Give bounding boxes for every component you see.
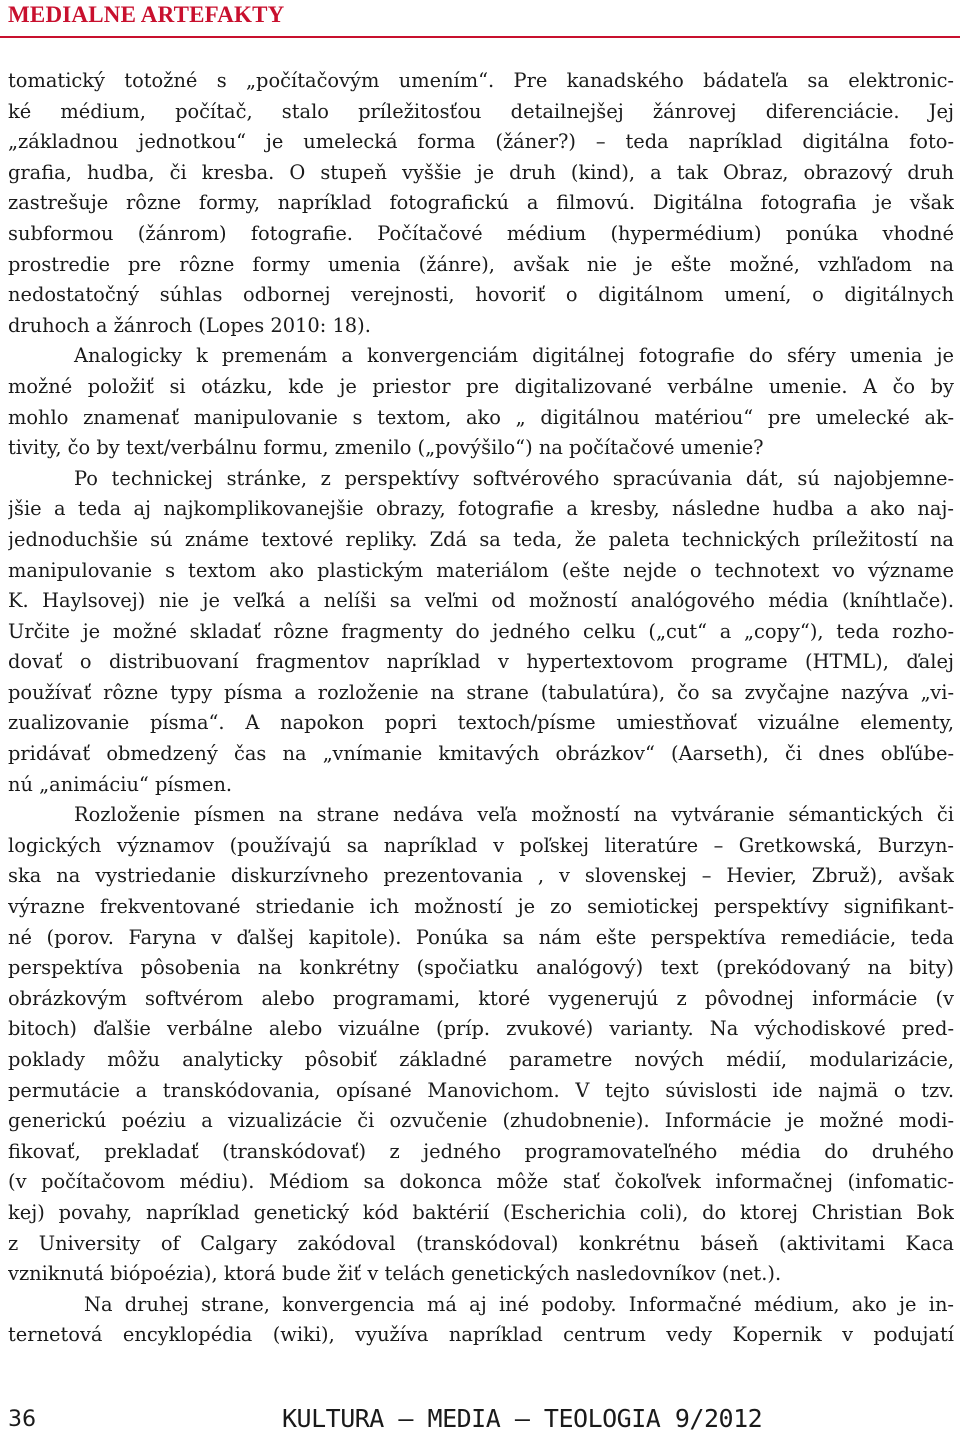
text-line: generickú poéziu a vizualizácie či ozvučenie (zhudobnenie). Informácie je možné modi-	[8, 1109, 954, 1133]
text-line: z University of Calgary zakódoval (transkódoval) konkrétnu báseň (aktivitami Kaca	[8, 1231, 954, 1255]
text-line: nú „animáciu“ písmen.	[8, 772, 233, 796]
text-line: ska na vystriedanie diskurzívneho prezentovania , v slovenskej – Hevier, Zbruž), avšak	[8, 864, 954, 888]
text-line: (v počítačovom médiu). Médiom sa dokonca môže stať čokoľvek informačnej (infomatic-	[8, 1170, 954, 1194]
text-line: grafia, hudba, či kresba. O stupeň vyššie je druh (kind), a tak Obraz, obrazový druh	[8, 160, 954, 184]
text-line: obrázkovým softvérom alebo programami, ktoré vygenerujú z pôvodnej informácie (v	[8, 986, 954, 1010]
text-line: logických významov (používajú sa napríklad v poľskej literatúre – Gretkowská, Burzyn-	[8, 833, 954, 857]
article-body	[8, 66, 954, 1351]
text-line: výrazne frekventované striedanie ich možností je zo semiotickej perspektívy signifikant-	[8, 895, 954, 919]
text-line: „základnou jednotkou“ je umelecká forma (žáner?) – teda napríklad digitálna foto-	[8, 130, 954, 154]
text-line: dovať o distribuovaní fragmentov napríklad v hypertextovom programe (HTML), ďalej	[8, 650, 954, 674]
text-line: jednoduchšie sú známe textové repliky. Zdá sa teda, že paleta technických príležitostí na	[8, 527, 954, 551]
text-line: Po technickej stránke, z perspektívy softvérového spracúvania dát, sú najobjemne-	[74, 466, 954, 490]
text-line: možné položiť si otázku, kde je priestor pre digitalizované verbálne umenie. A čo by	[8, 374, 954, 398]
text-line: zualizovanie písma“. A napokon popri textoch/písme umiestňovať vizuálne elementy,	[8, 711, 954, 735]
text-line: bitoch) ďalšie verbálne alebo vizuálne (príp. zvukové) varianty. Na východiskové pred-	[8, 1017, 954, 1041]
text-line: nedostatočný súhlas odbornej verejnosti, hovoriť o digitálnom umení, o digitálnych	[8, 283, 954, 307]
text-line: perspektíva pôsobenia na konkrétny (spočiatku analógový) text (prekódovaný na bity)	[8, 956, 954, 980]
text-line: ké médium, počítač, stalo príležitosťou detailnejšej žánrovej diferenciácie. Jej	[8, 99, 954, 123]
text-line: fikovať, prekladať (transkódovať) z jedného programovateľného média do druhého	[8, 1139, 954, 1163]
text-line: poklady môžu analyticky pôsobiť základné parametre nových médií, modularizácie,	[8, 1048, 954, 1071]
text-line: mohlo znamenať manipulovanie s textom, ako „ digitálnou matériou“ pre umelecké ak-	[8, 405, 954, 429]
text-line: prostredie pre rôzne formy umenia (žánre), avšak nie je ešte možné, vzhľadom na	[8, 252, 954, 276]
text-line: ternetová encyklopédia (wiki), využíva napríklad centrum vedy Kopernik v podujatí	[8, 1323, 954, 1347]
page-number: 36	[8, 1407, 36, 1432]
text-line: K. Haylsovej) nie je veľká a nelíši sa veľmi od možností analógového média (kníhtlače).	[8, 589, 954, 613]
text-line: Na druhej strane, konvergencia má aj iné podoby. Informačné médium, ako je in-	[84, 1292, 954, 1316]
text-line: manipulovanie s textom ako plastickým materiálom (ešte nejde o technotext vo význame	[8, 558, 954, 582]
journal-title: KULTURA – MEDIA – TEOLOGIA 9/2012	[282, 1404, 763, 1433]
section-title: MEDIALNE ARTEFAKTY	[8, 2, 285, 27]
text-line: pridávať obmedzený čas na „vnímanie kmitavých obrázkov“ (Aarseth), či dnes obľúbe-	[8, 742, 954, 766]
text-line: druhoch a žánroch (Lopes 2010: 18).	[8, 313, 371, 337]
header-rule	[0, 36, 960, 38]
text-line: zastrešuje rôzne formy, napríklad fotografickú a filmovú. Digitálna fotografia je však	[8, 191, 954, 215]
text-line: tivity, čo by text/verbálnu formu, zmenilo („povýšilo“) na počítačové umenie?	[8, 436, 764, 460]
text-line: subformou (žánrom) fotografie. Počítačové médium (hypermédium) ponúka vhodné	[8, 221, 954, 245]
text-line: jšie a teda aj najkomplikovanejšie obrazy, fotografie a kresby, následne hudba a ako naj-	[8, 497, 954, 521]
text-line: tomatický totožné s „počítačovým umením“. Pre kanadského bádateľa sa elektronic-	[8, 69, 954, 92]
text-line: používať rôzne typy písma a rozloženie na strane (tabulatúra), čo sa zvyčajne nazýva „vi-	[8, 680, 954, 704]
text-line: Rozloženie písmen na strane nedáva veľa možností na vytváranie sémantických či	[74, 803, 954, 827]
text-line: né (porov. Faryna v ďalšej kapitole). Ponúka sa nám ešte perspektíva remediácie, teda	[8, 925, 954, 949]
text-line: Analogicky k premenám a konvergenciám digitálnej fotografie do sféry umenia je	[74, 344, 954, 368]
text-line: permutácie a transkódovania, opísané Manovichom. V tejto súvislosti ide najmä o tzv.	[8, 1078, 954, 1102]
text-line: Určite je možné skladať rôzne fragmenty do jedného celku („cut“ a „copy“), teda rozho-	[8, 619, 954, 643]
text-line: kej) povahy, napríklad genetický kód baktérií (Escherichia coli), do ktorej Christian Bok	[8, 1200, 954, 1224]
text-line: vzniknutá biópoézia), ktorá bude žiť v telách genetických nasledovníkov (net.).	[8, 1262, 782, 1286]
